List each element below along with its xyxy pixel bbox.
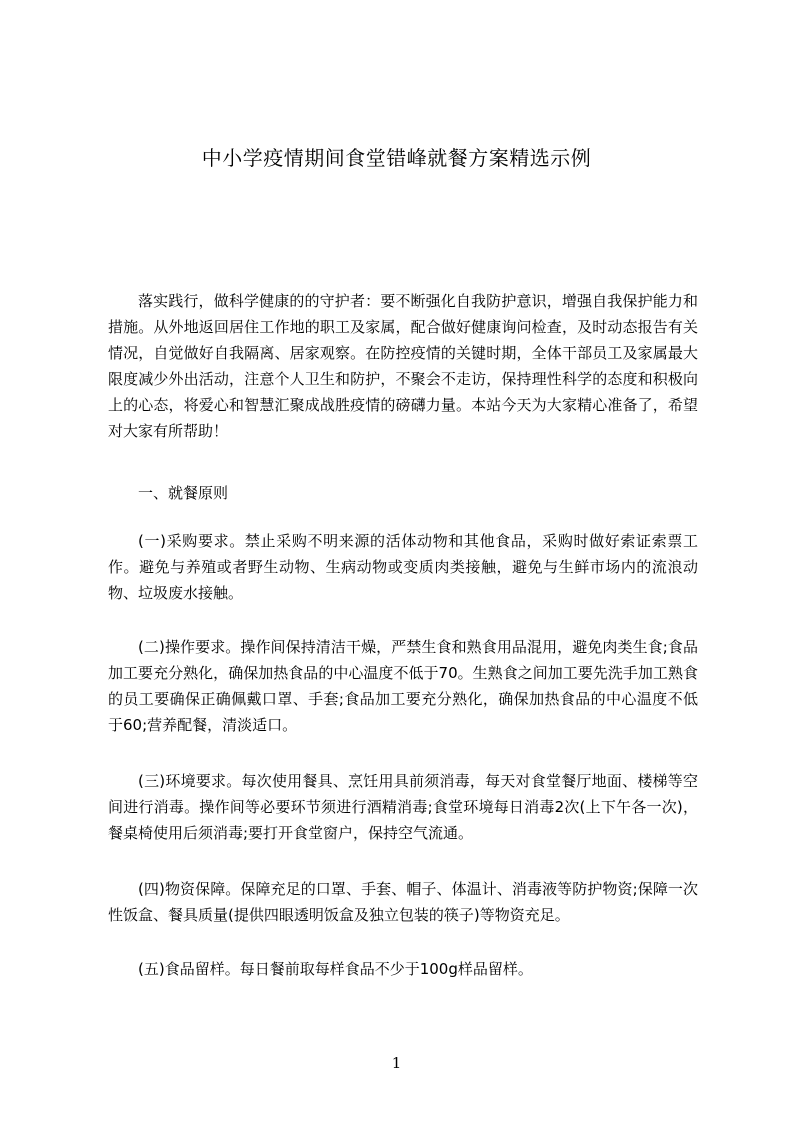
item-procurement: (一)采购要求。禁止采购不明来源的活体动物和其他食品，采购时做好索证索票工作。避免与养殖或者野生动物、生病动物或变质肉类接触，避免与生鲜市场内的流浪动物、垃圾废水接触。 [108,532,698,602]
page-number: 1 [391,1054,402,1072]
intro-paragraph: 落实践行，做科学健康的的守护者：要不断强化自我防护意识，增强自我保护能力和措施。从外地返回居住工作地的职工及家属，配合做好健康询问检查，及时动态报告有关情况，自觉做好自我隔离、居家观察。在防控疫情的关键时期，全体干部员工及家属最大限度减少外出活动，注意个人卫生和防护，不聚会不走访，保持理性科学的态度和积极向上的心态，将爱心和智慧汇聚成战胜疫情的磅礴力量。本站今天为大家精心准备了，希望对大家有所帮助！ [108,292,698,440]
item-supplies: (四)物资保障。保障充足的口罩、手套、帽子、体温计、消毒液等防护物资;保障一次性饭盒、餐具质量(提供四眼透明饭盒及独立包装的筷子)等物资充足。 [108,880,698,924]
document-title: 中小学疫情期间食堂错峰就餐方案精选示例 [201,146,592,170]
item-environment: (三)环境要求。每次使用餐具、烹饪用具前须消毒，每天对食堂餐厅地面、楼梯等空间进行消毒。操作间等必要环节须进行酒精消毒;食堂环境每日消毒2次(上下午各一次)，餐桌椅使用后须消毒;要打开食堂窗户，保持空气流通。 [108,772,698,842]
section-heading: 一、就餐原则 [138,484,229,502]
item-operation: (二)操作要求。操作间保持清洁干燥，严禁生食和熟食用品混用，避免肉类生食;食品加工要充分熟化，确保加热食品的中心温度不低于70。生熟食之间加工要先洗手加工熟食的员工要确保正确佩戴口罩、手套;食品加工要充分熟化，确保加热食品的中心温度不低于60;营养配餐，清淡适口。 [108,638,698,734]
item-sample-retention: (五)食品留样。每日餐前取每样食品不少于100g样品留样。 [138,960,533,978]
